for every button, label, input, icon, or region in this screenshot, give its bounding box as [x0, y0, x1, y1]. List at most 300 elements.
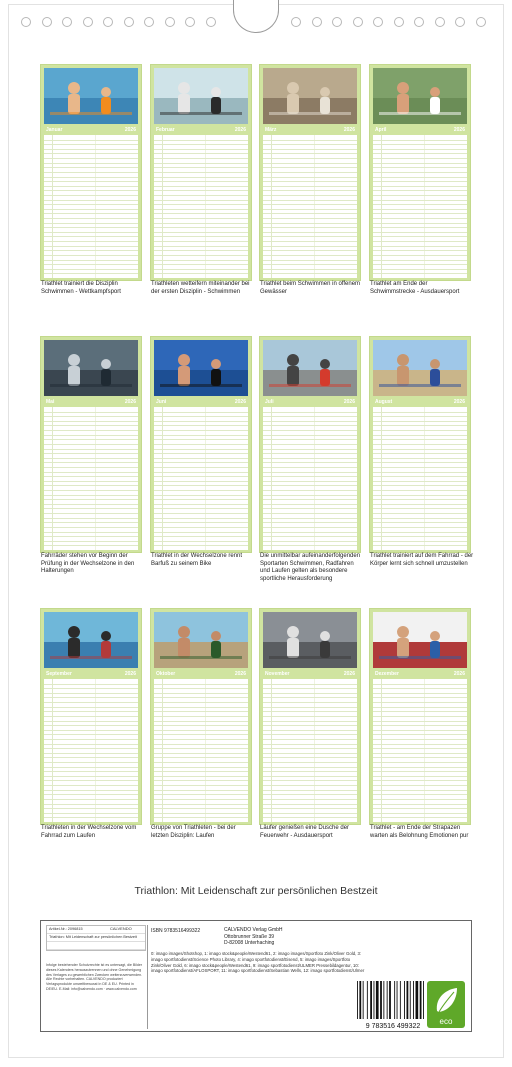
grid-line: [373, 425, 467, 426]
grid-line: [424, 679, 425, 822]
month-card: [369, 608, 471, 825]
imprint-left: [46, 925, 146, 1027]
grid-line: [154, 213, 248, 214]
month-caption: Triathleten in der Wechselzone vom Fahrrad zum Laufen: [41, 825, 137, 839]
grid-line: [373, 697, 467, 698]
grid-line: [373, 430, 467, 431]
month-photo: [44, 68, 138, 124]
grid-line: [154, 200, 248, 201]
binding-hole: [414, 17, 424, 27]
grid-line: [44, 144, 138, 145]
grid-line: [154, 430, 248, 431]
barcode-bar: [376, 981, 379, 1019]
grid-line: [263, 522, 357, 523]
grid-line: [154, 462, 248, 463]
month-year: 2026: [453, 399, 465, 405]
grid-line: [373, 158, 467, 159]
month-name: Mai: [46, 399, 55, 405]
month-header: [373, 398, 467, 406]
grid-line: [154, 439, 248, 440]
grid-line: [154, 757, 248, 758]
grid-line: [154, 227, 248, 228]
grid-line: [154, 144, 248, 145]
grid-line: [373, 149, 467, 150]
grid-line: [44, 817, 138, 818]
month-card: [369, 64, 471, 281]
month-header: [263, 126, 357, 134]
grid-line: [373, 485, 467, 486]
grid-line: [44, 748, 138, 749]
month-caption: Triathlet trainiert auf dem Fahrrad - der Körper lernt sich schnell umzustellen: [370, 553, 474, 567]
grid-line: [154, 153, 248, 154]
binding-hole: [21, 17, 31, 27]
grid-line: [154, 753, 248, 754]
month-card: [40, 64, 142, 281]
grid-line: [44, 767, 138, 768]
month-photo: [373, 340, 467, 396]
binding-hole: [291, 17, 301, 27]
grid-line: [381, 135, 382, 278]
grid-line: [263, 702, 357, 703]
barcode-bar: [400, 981, 401, 1019]
grid-line: [263, 467, 357, 468]
grid-line: [44, 808, 138, 809]
day-grid: [154, 407, 248, 550]
grid-line: [44, 467, 138, 468]
grid-line: [373, 725, 467, 726]
grid-line: [44, 167, 138, 168]
barcode-number: 9 783516 499322: [365, 1023, 421, 1030]
grid-line: [44, 790, 138, 791]
month-header: [44, 126, 138, 134]
grid-line: [52, 407, 53, 550]
grid-line: [162, 679, 163, 822]
grid-line: [263, 204, 357, 205]
isbn: ISBN 9783516499322: [151, 928, 201, 934]
grid-line: [154, 495, 248, 496]
grid-line: [263, 472, 357, 473]
grid-line: [154, 269, 248, 270]
grid-line: [154, 140, 248, 141]
grid-line: [52, 135, 53, 278]
grid-line: [263, 421, 357, 422]
grid-line: [44, 236, 138, 237]
barcode-bar: [407, 981, 409, 1019]
binding-hole: [144, 17, 154, 27]
grid-line: [154, 195, 248, 196]
grid-line: [154, 716, 248, 717]
grid-line: [44, 799, 138, 800]
grid-line: [373, 513, 467, 514]
grid-line: [373, 545, 467, 546]
grid-line: [44, 269, 138, 270]
grid-line: [263, 808, 357, 809]
grid-line: [263, 499, 357, 500]
month-caption: Triathlet beim Schwimmen in offenem Gewässer: [260, 281, 361, 295]
grid-line: [373, 817, 467, 818]
grid-line: [154, 181, 248, 182]
grid-line: [154, 232, 248, 233]
photo-credits: 0: imago images/Shotshop, 1: imago stock&people/Westend61, 2: imago images/Sportfoto Zink/Oliver Gold, 3: imago sportfotodienst/Science Photo Library, 4: imago sportfotodienst/Eisend, 5: imago images/Sportfoto Zink/Oliver Gold, 6: imago stock&people/Westend61, 9: imago sportfotodienst/ULMER Pressebildagentur, 10: imago sportfotodienst/AFLOSPORT, 11: imago sportfotodienst/Sebastian Wells, 12: imago sportfotodienst/Ulmer: [151, 951, 365, 974]
grid-line: [373, 264, 467, 265]
grid-line: [154, 799, 248, 800]
month-card: [150, 336, 252, 553]
grid-line: [154, 218, 248, 219]
grid-line: [263, 518, 357, 519]
grid-line: [44, 421, 138, 422]
grid-line: [44, 273, 138, 274]
grid-line: [44, 209, 138, 210]
grid-line: [154, 532, 248, 533]
barcode-bar: [413, 981, 414, 1019]
grid-line: [263, 817, 357, 818]
grid-line: [263, 218, 357, 219]
grid-line: [373, 273, 467, 274]
grid-line: [154, 209, 248, 210]
grid-line: [154, 518, 248, 519]
grid-line: [154, 527, 248, 528]
month-caption: Fahrräder stehen vor Beginn der Prüfung in der Wechselzone in den Halterungen: [41, 553, 135, 574]
grid-line: [154, 808, 248, 809]
grid-line: [154, 499, 248, 500]
grid-line: [373, 269, 467, 270]
binding-hole: [435, 17, 445, 27]
grid-line: [373, 250, 467, 251]
grid-line: [263, 140, 357, 141]
grid-line: [154, 186, 248, 187]
month-year: 2026: [343, 127, 355, 133]
barcode-bar: [416, 981, 419, 1019]
month-photo: [154, 68, 248, 124]
month-name: Dezember: [375, 671, 399, 677]
month-name: Juli: [265, 399, 274, 405]
grid-line: [154, 416, 248, 417]
grid-line: [44, 444, 138, 445]
grid-line: [154, 725, 248, 726]
month-year: 2026: [343, 671, 355, 677]
grid-line: [154, 158, 248, 159]
grid-line: [154, 541, 248, 542]
grid-line: [44, 794, 138, 795]
grid-line: [44, 481, 138, 482]
grid-line: [154, 504, 248, 505]
grid-line: [154, 236, 248, 237]
calendar-title: Triathlon: Mit Leidenschaft zur persönlichen Bestzeit: [134, 885, 378, 897]
grid-line: [373, 227, 467, 228]
grid-line: [263, 200, 357, 201]
grid-line: [373, 757, 467, 758]
grid-line: [44, 204, 138, 205]
month-photo: [44, 340, 138, 396]
grid-line: [263, 439, 357, 440]
barcode-bar: [363, 981, 364, 1019]
grid-line: [373, 804, 467, 805]
barcode-bar: [420, 981, 422, 1019]
grid-line: [263, 799, 357, 800]
grid-line: [44, 711, 138, 712]
grid-line: [263, 223, 357, 224]
grid-line: [373, 490, 467, 491]
grid-line: [95, 407, 96, 550]
grid-line: [154, 490, 248, 491]
grid-line: [154, 241, 248, 242]
article-number: Artikel-Nr.: 2096815: [47, 926, 145, 934]
grid-line: [154, 776, 248, 777]
grid-line: [263, 707, 357, 708]
month-caption: Gruppe von Triathleten - bei der letzten Disziplin: Laufen: [151, 825, 236, 839]
grid-line: [263, 490, 357, 491]
barcode-bar: [404, 981, 405, 1019]
grid-line: [381, 407, 382, 550]
imprint-box: [40, 920, 472, 1032]
grid-line: [263, 734, 357, 735]
grid-line: [373, 209, 467, 210]
grid-line: [44, 804, 138, 805]
grid-line: [263, 813, 357, 814]
grid-line: [271, 679, 272, 822]
month-name: Januar: [46, 127, 63, 133]
binding-hole: [165, 17, 175, 27]
grid-line: [44, 149, 138, 150]
day-grid: [373, 679, 467, 822]
grid-line: [263, 767, 357, 768]
grid-line: [44, 163, 138, 164]
month-caption: Triathlet trainiert die Disziplin Schwimmen - Wettkampfsport: [41, 281, 121, 295]
grid-line: [44, 744, 138, 745]
grid-line: [154, 684, 248, 685]
grid-line: [263, 513, 357, 514]
grid-line: [373, 190, 467, 191]
grid-line: [44, 504, 138, 505]
grid-line: [373, 232, 467, 233]
month-caption: Triathlet in der Wechselzone rennt Barfuß zu seinem Bike: [151, 553, 243, 567]
grid-line: [373, 508, 467, 509]
grid-line: [44, 250, 138, 251]
grid-line: [373, 241, 467, 242]
grid-line: [263, 721, 357, 722]
month-header: [154, 398, 248, 406]
barcode-bar: [397, 981, 398, 1019]
grid-line: [154, 804, 248, 805]
month-caption: Läufer genießen eine Dusche der Feuerwehr - Ausdauersport: [260, 825, 350, 839]
grid-line: [373, 218, 467, 219]
grid-line: [314, 135, 315, 278]
grid-line: [44, 499, 138, 500]
month-card: [259, 336, 361, 553]
month-header: [44, 398, 138, 406]
binding-hole: [353, 17, 363, 27]
grid-line: [373, 753, 467, 754]
grid-line: [263, 697, 357, 698]
grid-line: [44, 508, 138, 509]
grid-line: [373, 172, 467, 173]
publisher-street: Ottobrunner Straße 39: [224, 933, 275, 940]
grid-line: [263, 495, 357, 496]
grid-line: [44, 186, 138, 187]
grid-line: [44, 693, 138, 694]
grid-line: [263, 213, 357, 214]
month-photo: [44, 612, 138, 668]
grid-line: [373, 762, 467, 763]
grid-line: [263, 804, 357, 805]
grid-line: [263, 453, 357, 454]
grid-line: [263, 508, 357, 509]
month-year: 2026: [453, 127, 465, 133]
grid-line: [44, 453, 138, 454]
binding-hole: [206, 17, 216, 27]
month-card: [40, 608, 142, 825]
day-grid: [44, 679, 138, 822]
grid-line: [44, 776, 138, 777]
grid-line: [263, 232, 357, 233]
grid-line: [263, 757, 357, 758]
grid-line: [263, 209, 357, 210]
grid-line: [154, 780, 248, 781]
binding-hole: [185, 17, 195, 27]
grid-line: [373, 453, 467, 454]
grid-line: [263, 260, 357, 261]
day-grid: [44, 407, 138, 550]
month-year: 2026: [453, 671, 465, 677]
legal-text: Infolge bestehender Schutzrechte ist es untersagt, die Bilder dieses Kalenders herauszutrennen und ohne Genehmigung des Verlages zu gewerblichen Zwecken weiterzuverwenden. Alle Rechte vorbehalten. CALVENDO produziert Verlagsprodukte umweltbewusst in DE & EU. Printed in DE/EU. E-Mail: info@calvendo.com · www.calvendo.com: [46, 963, 143, 991]
month-header: [263, 398, 357, 406]
grid-line: [373, 200, 467, 201]
grid-line: [154, 485, 248, 486]
grid-line: [263, 780, 357, 781]
grid-line: [263, 739, 357, 740]
grid-line: [373, 711, 467, 712]
month-name: November: [265, 671, 290, 677]
grid-line: [263, 167, 357, 168]
grid-line: [373, 481, 467, 482]
binding-hole: [332, 17, 342, 27]
grid-line: [154, 412, 248, 413]
grid-line: [373, 223, 467, 224]
barcode-bar: [389, 981, 391, 1019]
grid-line: [373, 140, 467, 141]
grid-line: [263, 458, 357, 459]
month-year: 2026: [124, 127, 136, 133]
grid-line: [263, 688, 357, 689]
grid-line: [44, 762, 138, 763]
grid-line: [263, 430, 357, 431]
grid-line: [44, 153, 138, 154]
grid-line: [263, 748, 357, 749]
grid-line: [44, 158, 138, 159]
grid-line: [44, 541, 138, 542]
grid-line: [44, 227, 138, 228]
grid-line: [44, 439, 138, 440]
grid-line: [44, 485, 138, 486]
grid-line: [154, 794, 248, 795]
grid-line: [154, 167, 248, 168]
grid-line: [263, 153, 357, 154]
grid-line: [44, 734, 138, 735]
month-name: April: [375, 127, 387, 133]
barcode-bar: [410, 981, 411, 1019]
grid-line: [44, 780, 138, 781]
grid-line: [154, 177, 248, 178]
grid-line: [44, 246, 138, 247]
grid-line: [162, 135, 163, 278]
grid-line: [424, 407, 425, 550]
grid-line: [373, 693, 467, 694]
grid-line: [44, 181, 138, 182]
grid-line: [373, 518, 467, 519]
grid-line: [154, 771, 248, 772]
grid-line: [263, 172, 357, 173]
month-year: 2026: [124, 399, 136, 405]
grid-line: [44, 518, 138, 519]
month-photo: [263, 612, 357, 668]
grid-line: [44, 190, 138, 191]
grid-line: [271, 407, 272, 550]
grid-line: [263, 149, 357, 150]
month-card: [40, 336, 142, 553]
grid-line: [373, 144, 467, 145]
month-name: August: [375, 399, 393, 405]
month-year: 2026: [234, 127, 246, 133]
day-grid: [263, 135, 357, 278]
grid-line: [154, 172, 248, 173]
grid-line: [373, 416, 467, 417]
grid-line: [314, 407, 315, 550]
grid-line: [373, 541, 467, 542]
grid-line: [44, 416, 138, 417]
month-photo: [263, 68, 357, 124]
grid-line: [263, 144, 357, 145]
grid-line: [154, 744, 248, 745]
month-name: März: [265, 127, 277, 133]
grid-line: [263, 269, 357, 270]
grid-line: [44, 140, 138, 141]
grid-line: [44, 449, 138, 450]
grid-line: [154, 453, 248, 454]
month-photo: [263, 340, 357, 396]
grid-line: [44, 757, 138, 758]
grid-line: [162, 407, 163, 550]
grid-line: [263, 181, 357, 182]
grid-line: [44, 513, 138, 514]
grid-line: [373, 167, 467, 168]
binding-hole: [124, 17, 134, 27]
grid-line: [373, 527, 467, 528]
grid-line: [373, 260, 467, 261]
grid-line: [44, 435, 138, 436]
grid-line: [44, 490, 138, 491]
grid-line: [373, 476, 467, 477]
grid-line: [263, 246, 357, 247]
grid-line: [44, 232, 138, 233]
barcode-bar: [423, 981, 424, 1019]
grid-line: [263, 476, 357, 477]
grid-line: [263, 762, 357, 763]
grid-line: [373, 204, 467, 205]
publisher-city: D-82008 Unterhaching: [224, 940, 275, 946]
grid-line: [44, 536, 138, 537]
binding-hole: [373, 17, 383, 27]
grid-line: [44, 223, 138, 224]
grid-line: [373, 495, 467, 496]
grid-line: [373, 780, 467, 781]
grid-line: [205, 135, 206, 278]
grid-line: [44, 213, 138, 214]
grid-line: [154, 421, 248, 422]
grid-line: [154, 697, 248, 698]
grid-line: [263, 412, 357, 413]
grid-line: [373, 785, 467, 786]
grid-line: [154, 702, 248, 703]
